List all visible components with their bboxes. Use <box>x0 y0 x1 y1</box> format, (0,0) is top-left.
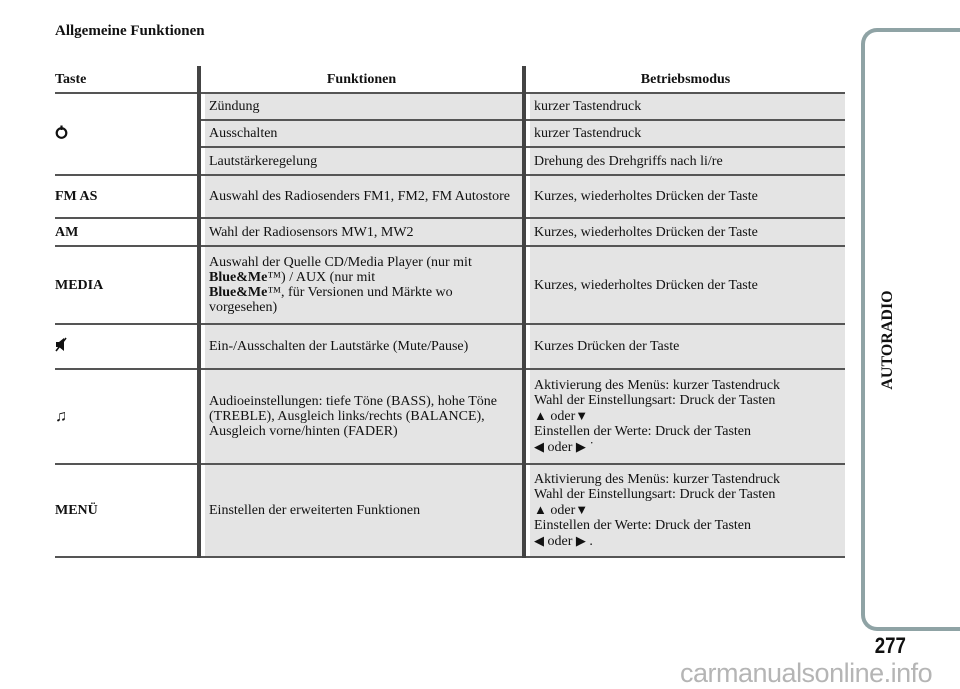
key-power <box>55 93 199 175</box>
text: oder <box>550 409 576 424</box>
function-cell: Ausschalten <box>199 120 524 147</box>
table-row <box>55 218 845 246</box>
arrow-left-icon: ◀ <box>534 439 544 454</box>
arrow-left-icon: ◀ <box>534 533 544 548</box>
power-icon <box>55 125 68 139</box>
table-row <box>55 464 845 557</box>
mode-cell <box>524 464 845 557</box>
mode-cell: Kurzes, wiederholtes Drücken der Taste <box>524 175 845 218</box>
text: oder <box>547 534 573 549</box>
mode-cell: kurzer Tastendruck <box>524 120 845 147</box>
text: ˙ <box>589 440 595 455</box>
text: . <box>589 534 593 549</box>
text: Aktivierung des Menüs: kurzer Tastendruck <box>534 472 781 487</box>
text: Auswahl der Quelle CD/Media Player (nur mit <box>209 255 472 270</box>
text: oder <box>550 503 576 518</box>
function-cell <box>199 246 524 324</box>
key-label: FM AS <box>55 175 199 218</box>
text: Aktivierung des Menüs: kurzer Tastendruck <box>534 378 781 393</box>
text: Einstellen der Werte: Druck der Tasten <box>534 518 752 533</box>
arrow-down-icon: ▼ <box>575 408 589 423</box>
key-audio <box>55 369 199 464</box>
key-mute <box>55 324 199 369</box>
header-betriebsmodus: Betriebsmodus <box>524 66 845 93</box>
text: Einstellen der Werte: Druck der Tasten <box>534 424 752 439</box>
header-taste: Taste <box>55 66 199 93</box>
text: ™, für Versionen und Märkte wo vorgesehen) <box>209 285 453 315</box>
arrow-right-icon: ▶ <box>575 533 586 548</box>
arrow-right-icon: ▶ <box>575 439 586 454</box>
table-row <box>55 324 845 369</box>
table-row <box>55 369 845 464</box>
mode-cell: kurzer Tastendruck <box>524 93 845 120</box>
key-label: MEDIA <box>55 246 199 324</box>
music-notes-icon: ♫ <box>55 407 67 425</box>
mode-cell: Drehung des Drehgriffs nach li/re <box>524 147 845 175</box>
function-cell: Einstellen der erweiterten Funktionen <box>199 464 524 557</box>
arrow-up-icon: ▲ <box>534 408 547 423</box>
section-title: Allgemeine Funktionen <box>55 23 205 39</box>
function-cell: Auswahl des Radiosenders FM1, FM2, FM Autostore <box>199 175 524 218</box>
brand-text: Blue&Me <box>209 270 268 285</box>
mute-icon <box>55 337 67 352</box>
mode-cell: Kurzes, wiederholtes Drücken der Taste <box>524 246 845 324</box>
table-header <box>55 66 845 93</box>
arrow-up-icon: ▲ <box>534 502 547 517</box>
text: ™) / AUX (nur mit <box>267 270 376 285</box>
text: oder <box>547 440 573 455</box>
mode-cell: Kurzes Drücken der Taste <box>524 324 845 369</box>
page-number: 277 <box>874 633 906 658</box>
text: Wahl der Einstellungsart: Druck der Tasten <box>534 393 776 408</box>
chapter-tab <box>861 28 960 631</box>
text: Wahl der Einstellungsart: Druck der Tasten <box>534 487 776 502</box>
key-label: AM <box>55 218 199 246</box>
table-row <box>55 93 845 120</box>
function-cell: Lautstärkeregelung <box>199 147 524 175</box>
watermark: carmanualsonline.info <box>680 658 933 688</box>
key-label: MENÜ <box>55 464 199 557</box>
function-cell: Ein-/Ausschalten der Lautstärke (Mute/Pause) <box>199 324 524 369</box>
functions-table <box>55 66 845 558</box>
chapter-tab-label: AUTORADIO <box>879 290 896 390</box>
arrow-down-icon: ▼ <box>575 502 589 517</box>
function-cell: Wahl der Radiosensors MW1, MW2 <box>199 218 524 246</box>
brand-text: Blue&Me <box>209 285 268 300</box>
function-cell: Audioeinstellungen: tiefe Töne (BASS), hohe Töne (TREBLE), Ausgleich links/rechts (BALANCE), Ausgleich vorne/hinten (FADER) <box>199 369 524 464</box>
table-row <box>55 246 845 324</box>
mode-cell: Kurzes, wiederholtes Drücken der Taste <box>524 218 845 246</box>
header-funktionen: Funktionen <box>199 66 524 93</box>
function-cell: Zündung <box>199 93 524 120</box>
table-row <box>55 175 845 218</box>
mode-cell <box>524 369 845 464</box>
